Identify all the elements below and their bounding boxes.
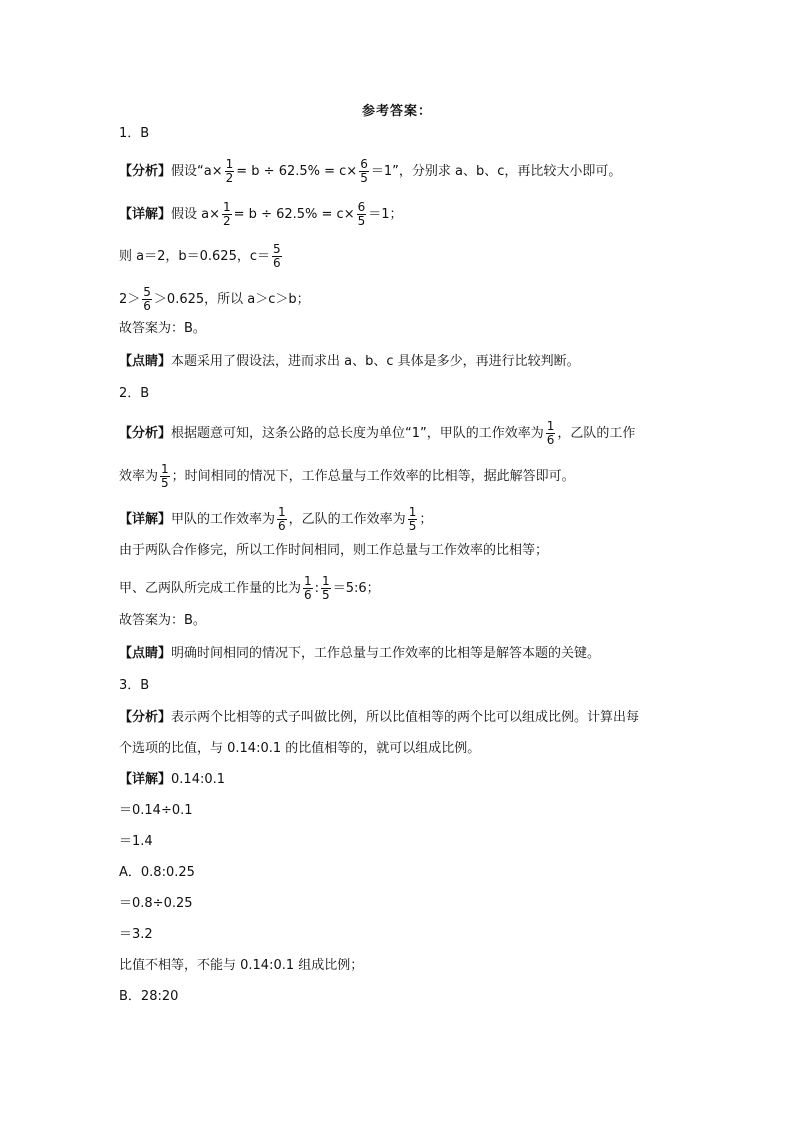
q1-analysis-text-a: 假设“a× <box>171 164 223 179</box>
q2-analysis-line-2 <box>119 463 575 490</box>
q2-answer: 故答案为：B。 <box>119 613 206 628</box>
fraction-one-half: $\frac{1}{2}$ <box>225 157 234 185</box>
q1-analysis-text-c: ＝1”，分别求 a、b、c，再比较大小即可。 <box>370 164 622 179</box>
analysis-tag: 【分析】 <box>119 426 172 441</box>
q1-analysis-text-b: = b ÷ 62.5% = c× <box>236 164 358 179</box>
q1-detail-text-a: 假设 a× <box>171 207 221 222</box>
q1-compare-text-a: 2＞ <box>119 292 141 307</box>
fraction-one-sixth: $\frac{1}{6}$ <box>278 505 286 533</box>
fraction-six-fifths: $\frac{6}{5}$ <box>357 200 366 228</box>
q1-comment-text: 本题采用了假设法，进而求出 a、b、c 具体是多少，再进行比较判断。 <box>171 354 580 369</box>
q2-detail <box>119 506 432 533</box>
q3-detail <box>119 771 225 789</box>
detail-tag: 【详解】 <box>119 772 172 787</box>
q1-detail-text-b: = b ÷ 62.5% = c× <box>233 207 355 222</box>
comment-tag: 【点睛】 <box>119 646 172 661</box>
q2-comment-text: 明确时间相同的情况下，工作总量与工作效率的比相等是解答本题的关键。 <box>171 646 601 661</box>
fraction-one-half: $\frac{1}{2}$ <box>223 200 231 228</box>
q2-comment <box>119 645 600 663</box>
q3-analysis-line-2: 个选项的比值，与 0.14:0.1 的比值相等的，就可以组成比例。 <box>119 741 481 756</box>
q3-option-a-step-2: ＝0.8÷0.25 <box>119 896 193 911</box>
ratio-colon: : <box>314 581 320 596</box>
q1-answer: 故答案为：B。 <box>119 321 206 336</box>
q1-number: 1．B <box>119 126 150 141</box>
q2-detail-text-b: ，乙队的工作效率为 <box>288 512 406 527</box>
q2-analysis-line-1 <box>119 420 635 447</box>
q1-compare-text-b: ＞0.625，所以 a＞c＞b； <box>153 292 310 307</box>
fraction-five-sixths: $\frac{5}{6}$ <box>143 285 151 313</box>
fraction-six-fifths: $\frac{6}{5}$ <box>360 157 368 185</box>
q2-analysis2-text-a: 效率为 <box>119 469 159 484</box>
q3-option-a: A．0.8:0.25 <box>119 865 195 880</box>
q3-analysis-line-1 <box>119 709 639 727</box>
analysis-tag: 【分析】 <box>119 164 172 179</box>
q3-detail-step-3: ＝1.4 <box>119 834 153 849</box>
detail-tag: 【详解】 <box>119 512 172 527</box>
fraction-one-fifth: $\frac{1}{5}$ <box>161 462 169 490</box>
q2-analysis-text-b: ，乙队的工作 <box>557 426 636 441</box>
q3-analysis-text: 表示两个比相等的式子叫做比例，所以比值相等的两个比可以组成比例。计算出每 <box>171 710 640 725</box>
q2-reason: 由于两队合作修完，所以工作时间相同，则工作总量与工作效率的比相等； <box>119 543 549 558</box>
q2-number: 2．B <box>119 386 150 401</box>
q2-ratio <box>119 575 380 602</box>
fraction-one-fifth: $\frac{1}{5}$ <box>322 574 330 602</box>
q3-option-a-step-3: ＝3.2 <box>119 927 153 942</box>
q2-ratio-text-b: ＝5:6； <box>332 581 380 596</box>
q1-analysis <box>119 158 621 185</box>
q3-detail-step-2: ＝0.14÷0.1 <box>119 803 193 818</box>
page-title: 参考答案： <box>361 104 432 119</box>
q2-detail-text-a: 甲队的工作效率为 <box>171 512 276 527</box>
fraction-one-sixth: $\frac{1}{6}$ <box>304 574 312 602</box>
comment-tag: 【点睛】 <box>119 354 172 369</box>
fraction-five-sixths: $\frac{5}{6}$ <box>273 242 281 270</box>
fraction-one-sixth: $\frac{1}{6}$ <box>546 419 555 447</box>
q1-detail-text-c: ＝1； <box>368 207 403 222</box>
q3-number: 3．B <box>119 678 150 693</box>
q3-option-b: B．28:20 <box>119 989 179 1004</box>
q1-step-values <box>119 243 284 270</box>
q3-option-a-conclusion: 比值不相等，不能与 0.14:0.1 组成比例； <box>119 958 364 973</box>
q1-step-compare <box>119 286 310 313</box>
q1-values-text: 则 a＝2，b＝0.625，c＝ <box>119 249 270 264</box>
analysis-tag: 【分析】 <box>119 710 172 725</box>
q2-analysis2-text-b: ；时间相同的情况下，工作总量与工作效率的比相等，据此解答即可。 <box>171 469 575 484</box>
fraction-one-fifth: $\frac{1}{5}$ <box>408 505 417 533</box>
q2-analysis-text-a: 根据题意可知，这条公路的总长度为单位“1”，甲队的工作效率为 <box>171 426 544 441</box>
q1-detail <box>119 201 403 228</box>
q3-detail-text: 0.14:0.1 <box>171 772 226 787</box>
q1-comment <box>119 353 580 371</box>
q2-detail-text-c: ； <box>419 512 433 527</box>
detail-tag: 【详解】 <box>119 207 172 222</box>
q2-ratio-text-a: 甲、乙两队所完成工作量的比为 <box>119 581 302 596</box>
